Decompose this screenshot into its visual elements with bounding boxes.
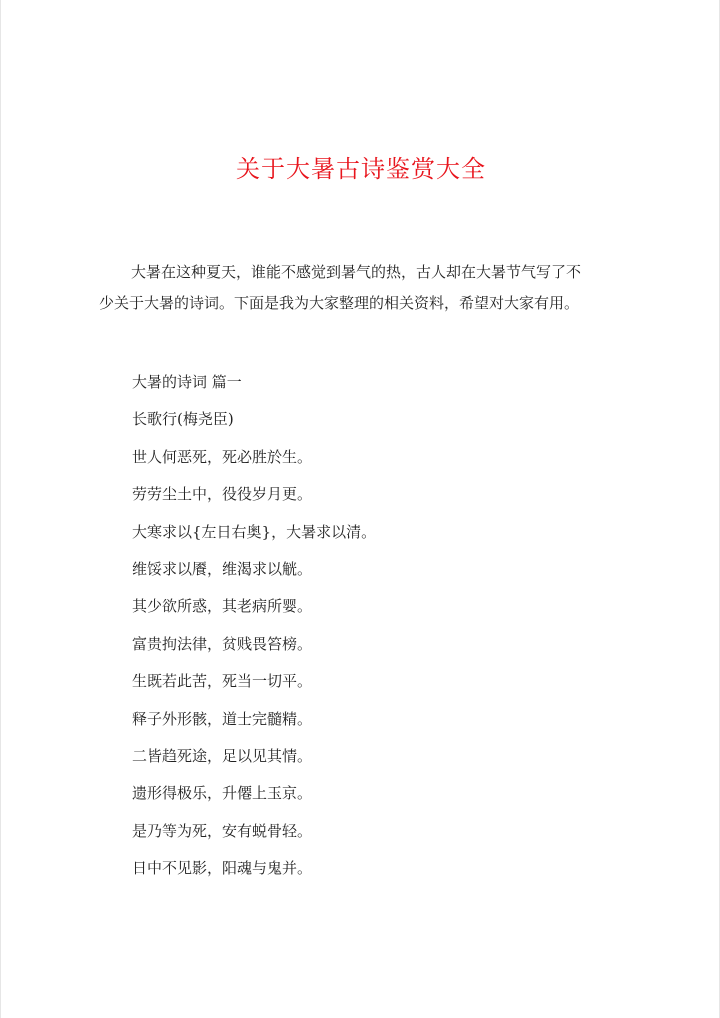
poem-line: 是乃等为死，安有蜕骨轻。	[132, 821, 313, 840]
document-title: 关于大暑古诗鉴赏大全	[236, 155, 486, 183]
poem-section	[132, 368, 652, 891]
poem-line: 日中不见影，阳魂与鬼并。	[132, 859, 313, 878]
intro-line-2: 少关于大暑的诗词。下面是我为大家整理的相关资料，希望对大家有用。	[99, 294, 580, 312]
poem-line: 大寒求以{左日右奥}，大暑求以清。	[132, 522, 377, 541]
poem-line: 释子外形骸，道士完髓精。	[132, 709, 313, 728]
poem-line: 生既若此苦，死当一切平。	[132, 672, 313, 691]
poem-line: 其少欲所惑，其老病所婴。	[132, 597, 313, 616]
poem-title: 长歌行(梅尧臣)	[132, 410, 234, 429]
poem-line: 世人何恶死，死必胜於生。	[132, 447, 313, 466]
poem-line: 富贵拘法律，贫贱畏笞榜。	[132, 634, 313, 653]
section-heading: 大暑的诗词 篇一	[132, 373, 242, 391]
poem-line: 维馁求以餍，维渴求以觥。	[132, 559, 313, 578]
intro-paragraph	[99, 257, 644, 319]
poem-line: 劳劳尘土中，役役岁月更。	[132, 485, 313, 504]
poem-line: 遗形得极乐，升僊上玉京。	[132, 784, 313, 803]
intro-line-1: 大暑在这种夏天，谁能不感觉到暑气的热，古人却在大暑节气写了不	[131, 263, 582, 281]
poem-line: 二皆趋死途，足以见其情。	[132, 746, 313, 765]
